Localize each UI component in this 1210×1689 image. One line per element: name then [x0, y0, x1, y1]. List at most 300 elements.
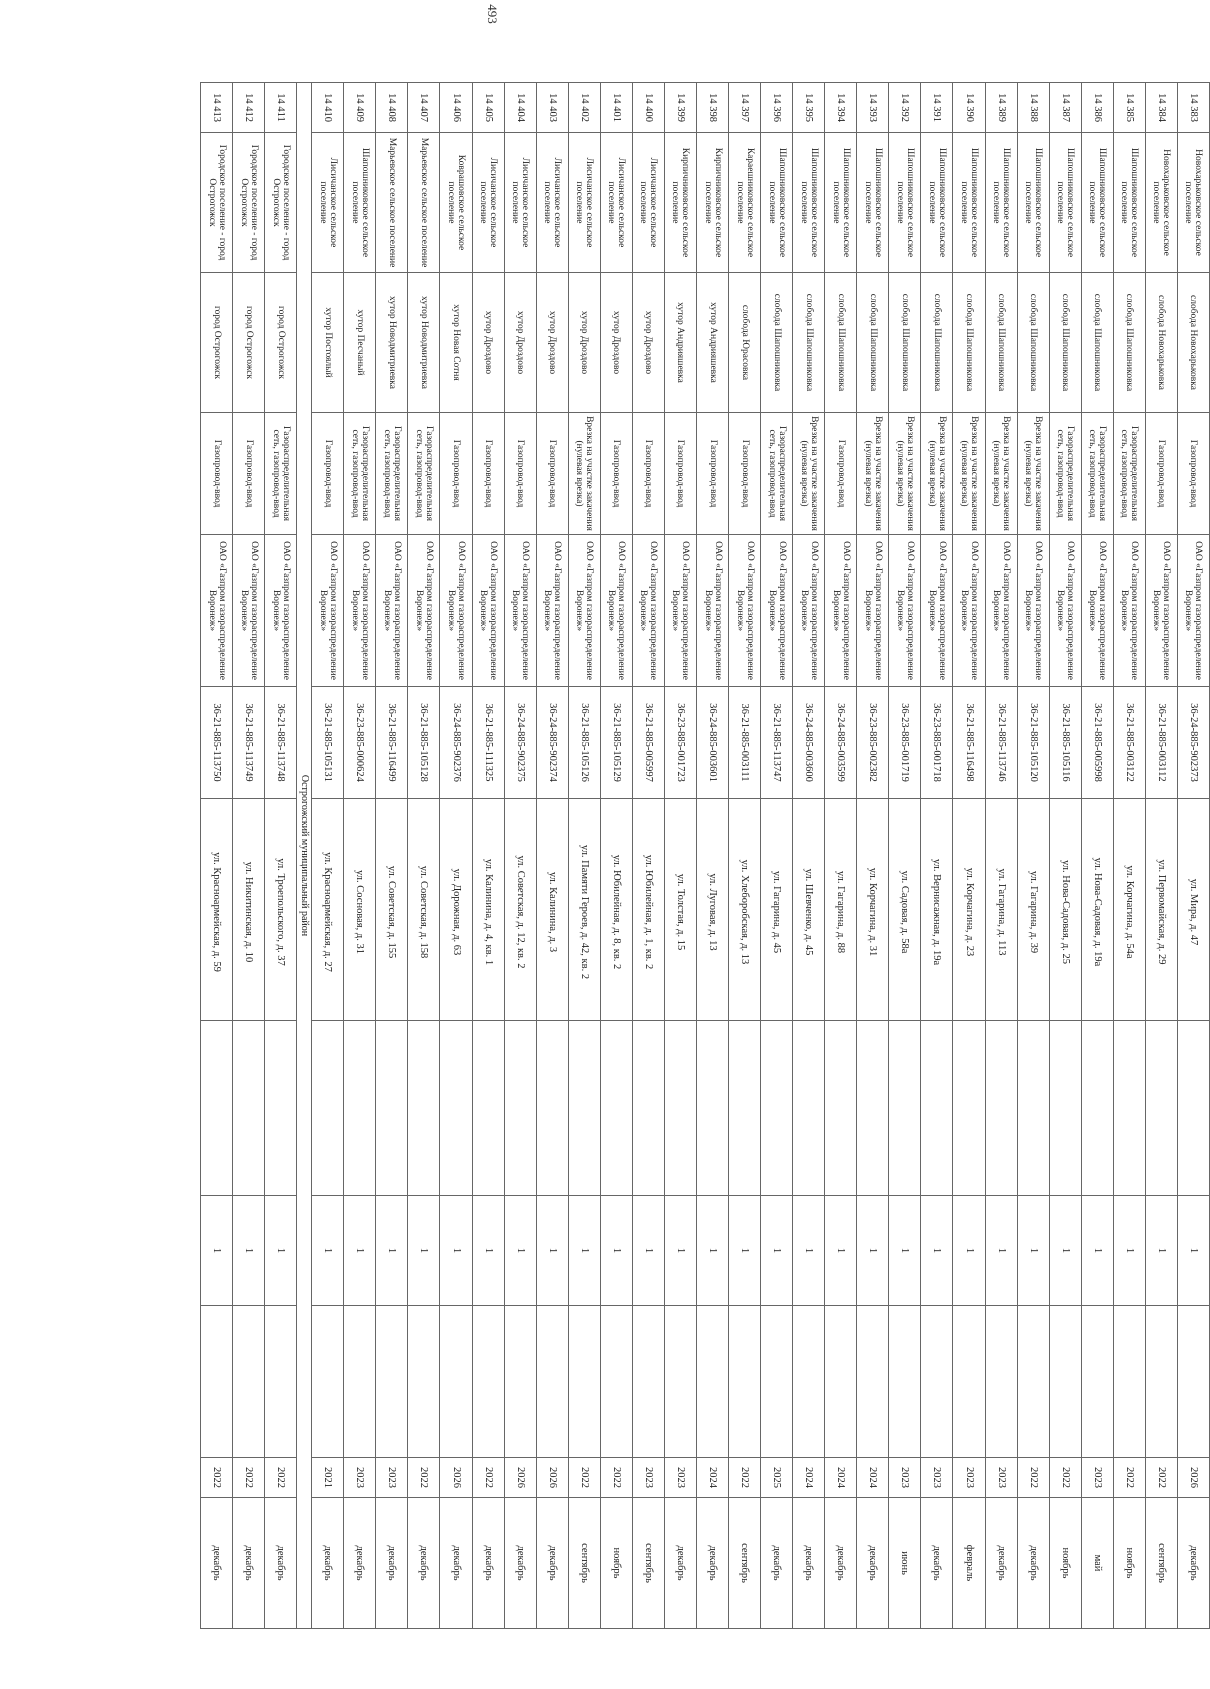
locality-cell: слобода Шапошниковка: [1049, 273, 1081, 413]
year-cell: 2022: [265, 1458, 297, 1498]
count-cell: 1: [793, 1196, 825, 1306]
table-row: [1113, 83, 1145, 1629]
count-cell: 1: [440, 1196, 472, 1306]
code-cell: 36-21-885-105129: [600, 687, 632, 799]
owner-cell: ОАО «Газпром газораспределение Воронеж»: [664, 535, 696, 687]
count-cell: 1: [953, 1196, 985, 1306]
table-row: [344, 83, 376, 1629]
settlement-cell: Караешниковское сельское поселение: [729, 133, 761, 273]
blank-cell: [921, 1306, 953, 1458]
settlement-cell: Шапошниковское сельское поселение: [793, 133, 825, 273]
object-cell: Газораспределительная сеть, газопровод-ввод: [408, 413, 440, 535]
count-cell: 1: [504, 1196, 536, 1306]
count-cell: 1: [825, 1196, 857, 1306]
settlement-cell: Городское поселение - город Острогожск: [201, 133, 233, 273]
blank-cell: [1177, 1306, 1209, 1458]
object-cell: Врезка на участке закачения (нулевая врезка): [1017, 413, 1049, 535]
count-cell: 1: [664, 1196, 696, 1306]
owner-cell: ОАО «Газпром газораспределение Воронеж»: [568, 535, 600, 687]
count-cell: 1: [472, 1196, 504, 1306]
table-row: [761, 83, 793, 1629]
address-cell: ул. Юбилейная, д. 1, кв. 2: [632, 799, 664, 1021]
code-cell: 36-23-885-002382: [857, 687, 889, 799]
month-cell: декабрь: [664, 1498, 696, 1629]
object-cell: Газопровод-ввод: [825, 413, 857, 535]
settlement-cell: Городское поселение - город Острогожск: [233, 133, 265, 273]
blank-cell: [201, 1306, 233, 1458]
address-cell: ул. Юбилейная, д. 8, кв. 2: [600, 799, 632, 1021]
extra-cell: [265, 1021, 297, 1196]
code-cell: 36-21-885-003122: [1113, 687, 1145, 799]
object-cell: Газораспределительная сеть, газопровод-ввод: [761, 413, 793, 535]
table-row: [1145, 83, 1177, 1629]
row-number: 14 383: [1177, 83, 1209, 133]
extra-cell: [376, 1021, 408, 1196]
table-row: [985, 83, 1017, 1629]
owner-cell: ОАО «Газпром газораспределение Воронеж»: [889, 535, 921, 687]
row-number: 14 385: [1113, 83, 1145, 133]
month-cell: декабрь: [985, 1498, 1017, 1629]
blank-cell: [265, 1306, 297, 1458]
address-cell: ул. Советская, д. 158: [408, 799, 440, 1021]
row-number: 14 410: [312, 83, 344, 133]
owner-cell: ОАО «Газпром газораспределение Воронеж»: [921, 535, 953, 687]
address-cell: ул. Первомайская, д. 29: [1145, 799, 1177, 1021]
locality-cell: хутор Андрияшевка: [664, 273, 696, 413]
code-cell: 36-24-885-003599: [825, 687, 857, 799]
settlement-cell: Лисичанское сельское поселение: [536, 133, 568, 273]
address-cell: ул. Гагарина, д. 88: [825, 799, 857, 1021]
code-cell: 36-23-885-001723: [664, 687, 696, 799]
locality-cell: слобода Шапошниковка: [793, 273, 825, 413]
blank-cell: [536, 1306, 568, 1458]
row-number: 14 408: [376, 83, 408, 133]
blank-cell: [376, 1306, 408, 1458]
register-table: [200, 82, 1210, 1629]
owner-cell: ОАО «Газпром газораспределение Воронеж»: [344, 535, 376, 687]
row-number: 14 390: [953, 83, 985, 133]
count-cell: 1: [265, 1196, 297, 1306]
extra-cell: [568, 1021, 600, 1196]
table-row: [408, 83, 440, 1629]
owner-cell: ОАО «Газпром газораспределение Воронеж»: [233, 535, 265, 687]
blank-cell: [664, 1306, 696, 1458]
object-cell: Газопровод-ввод: [600, 413, 632, 535]
settlement-cell: Марьевское сельское поселение: [408, 133, 440, 273]
blank-cell: [857, 1306, 889, 1458]
table-row: [472, 83, 504, 1629]
blank-cell: [793, 1306, 825, 1458]
address-cell: ул. Троепольского, д. 37: [265, 799, 297, 1021]
locality-cell: слобода Новохарьковка: [1177, 273, 1209, 413]
year-cell: 2023: [344, 1458, 376, 1498]
address-cell: ул. Шевченко, д. 45: [793, 799, 825, 1021]
row-number: 14 402: [568, 83, 600, 133]
code-cell: 36-21-885-105116: [1049, 687, 1081, 799]
table-row: [921, 83, 953, 1629]
address-cell: ул. Гагарина, д. 45: [761, 799, 793, 1021]
blank-cell: [632, 1306, 664, 1458]
count-cell: 1: [632, 1196, 664, 1306]
year-cell: 2022: [1017, 1458, 1049, 1498]
settlement-cell: Лисичанское сельское поселение: [504, 133, 536, 273]
extra-cell: [504, 1021, 536, 1196]
year-cell: 2022: [472, 1458, 504, 1498]
row-number: 14 387: [1049, 83, 1081, 133]
blank-cell: [1081, 1306, 1113, 1458]
month-cell: декабрь: [1017, 1498, 1049, 1629]
owner-cell: ОАО «Газпром газораспределение Воронеж»: [600, 535, 632, 687]
table-row: [504, 83, 536, 1629]
month-cell: февраль: [953, 1498, 985, 1629]
settlement-cell: Новохарьковское сельское поселение: [1177, 133, 1209, 273]
count-cell: 1: [1177, 1196, 1209, 1306]
settlement-cell: Шапошниковское сельское поселение: [1081, 133, 1113, 273]
address-cell: ул. Корчагина, д. 31: [857, 799, 889, 1021]
month-cell: сентябрь: [568, 1498, 600, 1629]
month-cell: июнь: [889, 1498, 921, 1629]
table-row: [632, 83, 664, 1629]
year-cell: 2025: [761, 1458, 793, 1498]
extra-cell: [729, 1021, 761, 1196]
section-header: [297, 83, 312, 1629]
year-cell: 2023: [664, 1458, 696, 1498]
settlement-cell: Кирпичниковское сельское поселение: [697, 133, 729, 273]
extra-cell: [1113, 1021, 1145, 1196]
address-cell: ул. Дорожная, д. 63: [440, 799, 472, 1021]
code-cell: 36-21-885-105120: [1017, 687, 1049, 799]
extra-cell: [825, 1021, 857, 1196]
settlement-cell: Городское поселение - город Острогожск: [265, 133, 297, 273]
address-cell: ул. Корчагина, д. 54а: [1113, 799, 1145, 1021]
address-cell: ул. Корчагина, д. 23: [953, 799, 985, 1021]
locality-cell: хутор Дроздово: [504, 273, 536, 413]
address-cell: ул. Памяти Героев, д. 42, кв. 2: [568, 799, 600, 1021]
settlement-cell: Марьевское сельское поселение: [376, 133, 408, 273]
owner-cell: ОАО «Газпром газораспределение Воронеж»: [1081, 535, 1113, 687]
extra-cell: [953, 1021, 985, 1196]
count-cell: 1: [600, 1196, 632, 1306]
blank-cell: [889, 1306, 921, 1458]
table-row: [233, 83, 265, 1629]
table-row: [600, 83, 632, 1629]
year-cell: 2023: [985, 1458, 1017, 1498]
row-number: 14 399: [664, 83, 696, 133]
object-cell: Газораспределительная сеть, газопровод-ввод: [265, 413, 297, 535]
month-cell: декабрь: [472, 1498, 504, 1629]
address-cell: ул. Красноармейская, д. 59: [201, 799, 233, 1021]
table-row: [889, 83, 921, 1629]
address-cell: ул. Советская, д. 12, кв. 2: [504, 799, 536, 1021]
owner-cell: ОАО «Газпром газораспределение Воронеж»: [1017, 535, 1049, 687]
object-cell: Газопровод-ввод: [1177, 413, 1209, 535]
table-row: [953, 83, 985, 1629]
blank-cell: [344, 1306, 376, 1458]
address-cell: ул. Красноармейская, д. 27: [312, 799, 344, 1021]
locality-cell: хутор Песчаный: [344, 273, 376, 413]
object-cell: Газопровод-ввод: [664, 413, 696, 535]
month-cell: декабрь: [921, 1498, 953, 1629]
extra-cell: [536, 1021, 568, 1196]
object-cell: Врезка на участке закачения (нулевая врезка): [857, 413, 889, 535]
extra-cell: [664, 1021, 696, 1196]
count-cell: 1: [344, 1196, 376, 1306]
extra-cell: [857, 1021, 889, 1196]
year-cell: 2026: [440, 1458, 472, 1498]
code-cell: 36-21-885-113749: [233, 687, 265, 799]
table-row: [376, 83, 408, 1629]
section-title: Острогожский муниципальный район: [297, 83, 312, 1629]
row-number: 14 404: [504, 83, 536, 133]
year-cell: 2026: [1177, 1458, 1209, 1498]
year-cell: 2024: [825, 1458, 857, 1498]
blank-cell: [472, 1306, 504, 1458]
row-number: 14 412: [233, 83, 265, 133]
blank-cell: [233, 1306, 265, 1458]
year-cell: 2023: [921, 1458, 953, 1498]
count-cell: 1: [568, 1196, 600, 1306]
code-cell: 36-23-885-001718: [921, 687, 953, 799]
row-number: 14 396: [761, 83, 793, 133]
table-row: [440, 83, 472, 1629]
month-cell: декабрь: [312, 1498, 344, 1629]
table-row: [536, 83, 568, 1629]
table-row: [857, 83, 889, 1629]
object-cell: Газораспределительная сеть, газопровод-ввод: [1049, 413, 1081, 535]
count-cell: 1: [1145, 1196, 1177, 1306]
object-cell: Газопровод-ввод: [472, 413, 504, 535]
year-cell: 2022: [568, 1458, 600, 1498]
settlement-cell: Шапошниковское сельское поселение: [889, 133, 921, 273]
count-cell: 1: [761, 1196, 793, 1306]
owner-cell: ОАО «Газпром газораспределение Воронеж»: [265, 535, 297, 687]
owner-cell: ОАО «Газпром газораспределение Воронеж»: [761, 535, 793, 687]
year-cell: 2023: [632, 1458, 664, 1498]
owner-cell: ОАО «Газпром газораспределение Воронеж»: [408, 535, 440, 687]
settlement-cell: Шапошниковское сельское поселение: [985, 133, 1017, 273]
extra-cell: [472, 1021, 504, 1196]
month-cell: декабрь: [1177, 1498, 1209, 1629]
blank-cell: [312, 1306, 344, 1458]
table-body-after: [201, 83, 297, 1629]
locality-cell: хутор Дроздово: [632, 273, 664, 413]
settlement-cell: Лисичанское сельское поселение: [472, 133, 504, 273]
count-cell: 1: [889, 1196, 921, 1306]
count-cell: 1: [985, 1196, 1017, 1306]
count-cell: 1: [233, 1196, 265, 1306]
month-cell: декабрь: [825, 1498, 857, 1629]
locality-cell: хутор Постоялый: [312, 273, 344, 413]
extra-cell: [632, 1021, 664, 1196]
blank-cell: [440, 1306, 472, 1458]
table-row: [729, 83, 761, 1629]
row-number: 14 398: [697, 83, 729, 133]
year-cell: 2022: [1049, 1458, 1081, 1498]
month-cell: декабрь: [201, 1498, 233, 1629]
month-cell: декабрь: [376, 1498, 408, 1629]
register-sheet: [200, 82, 1210, 1628]
count-cell: 1: [536, 1196, 568, 1306]
locality-cell: слобода Шапошниковка: [857, 273, 889, 413]
extra-cell: [889, 1021, 921, 1196]
code-cell: 36-21-885-111325: [472, 687, 504, 799]
month-cell: декабрь: [440, 1498, 472, 1629]
code-cell: 36-21-885-003112: [1145, 687, 1177, 799]
blank-cell: [985, 1306, 1017, 1458]
owner-cell: ОАО «Газпром газораспределение Воронеж»: [1177, 535, 1209, 687]
year-cell: 2022: [729, 1458, 761, 1498]
year-cell: 2026: [504, 1458, 536, 1498]
page-number: 493: [485, 4, 500, 24]
year-cell: 2024: [857, 1458, 889, 1498]
table-row: [265, 83, 297, 1629]
locality-cell: слобода Шапошниковка: [761, 273, 793, 413]
object-cell: Газопровод-ввод: [440, 413, 472, 535]
blank-cell: [697, 1306, 729, 1458]
table-row: [1049, 83, 1081, 1629]
month-cell: декабрь: [233, 1498, 265, 1629]
locality-cell: слобода Шапошниковка: [1113, 273, 1145, 413]
extra-cell: [201, 1021, 233, 1196]
extra-cell: [233, 1021, 265, 1196]
count-cell: 1: [408, 1196, 440, 1306]
table-row: [793, 83, 825, 1629]
table-row: [1017, 83, 1049, 1629]
row-number: 14 397: [729, 83, 761, 133]
code-cell: 36-23-885-001719: [889, 687, 921, 799]
code-cell: 36-21-885-005997: [632, 687, 664, 799]
month-cell: декабрь: [536, 1498, 568, 1629]
owner-cell: ОАО «Газпром газораспределение Воронеж»: [985, 535, 1017, 687]
locality-cell: слобода Шапошниковка: [1081, 273, 1113, 413]
settlement-cell: Лисичанское сельское поселение: [600, 133, 632, 273]
row-number: 14 391: [921, 83, 953, 133]
code-cell: 36-21-885-003111: [729, 687, 761, 799]
row-number: 14 384: [1145, 83, 1177, 133]
owner-cell: ОАО «Газпром газораспределение Воронеж»: [953, 535, 985, 687]
extra-cell: [1145, 1021, 1177, 1196]
owner-cell: ОАО «Газпром газораспределение Воронеж»: [536, 535, 568, 687]
object-cell: Газопровод-ввод: [233, 413, 265, 535]
year-cell: 2021: [312, 1458, 344, 1498]
row-number: 14 411: [265, 83, 297, 133]
locality-cell: город Острогожск: [265, 273, 297, 413]
object-cell: Врезка на участке закачения (нулевая врезка): [568, 413, 600, 535]
month-cell: ноябрь: [1049, 1498, 1081, 1629]
locality-cell: слобода Шапошниковка: [889, 273, 921, 413]
settlement-cell: Шапошниковское сельское поселение: [344, 133, 376, 273]
month-cell: декабрь: [793, 1498, 825, 1629]
object-cell: Газопровод-ввод: [697, 413, 729, 535]
settlement-cell: Лисичанское сельское поселение: [312, 133, 344, 273]
year-cell: 2023: [1081, 1458, 1113, 1498]
locality-cell: слобода Юрасовка: [729, 273, 761, 413]
code-cell: 36-21-885-116498: [953, 687, 985, 799]
row-number: 14 401: [600, 83, 632, 133]
count-cell: 1: [1017, 1196, 1049, 1306]
blank-cell: [729, 1306, 761, 1458]
count-cell: 1: [729, 1196, 761, 1306]
year-cell: 2022: [600, 1458, 632, 1498]
code-cell: 36-24-885-003601: [697, 687, 729, 799]
address-cell: ул. Никитинская, д. 10: [233, 799, 265, 1021]
address-cell: ул. Хлеборобская, д. 13: [729, 799, 761, 1021]
year-cell: 2023: [953, 1458, 985, 1498]
year-cell: 2022: [408, 1458, 440, 1498]
settlement-cell: Шапошниковское сельское поселение: [857, 133, 889, 273]
extra-cell: [408, 1021, 440, 1196]
code-cell: 36-21-885-105131: [312, 687, 344, 799]
year-cell: 2022: [1113, 1458, 1145, 1498]
row-number: 14 394: [825, 83, 857, 133]
settlement-cell: Шапошниковское сельское поселение: [825, 133, 857, 273]
locality-cell: хутор Дроздово: [536, 273, 568, 413]
address-cell: ул. Сосновая, д. 31: [344, 799, 376, 1021]
extra-cell: [600, 1021, 632, 1196]
locality-cell: хутор Новодмитриевка: [376, 273, 408, 413]
table-row: [1177, 83, 1209, 1629]
row-number: 14 395: [793, 83, 825, 133]
month-cell: декабрь: [408, 1498, 440, 1629]
address-cell: ул. Гагарина, д. 113: [985, 799, 1017, 1021]
address-cell: ул. Толстая, д. 15: [664, 799, 696, 1021]
code-cell: 36-21-885-113747: [761, 687, 793, 799]
row-number: 14 403: [536, 83, 568, 133]
settlement-cell: Шапошниковское сельское поселение: [1113, 133, 1145, 273]
locality-cell: хутор Дроздово: [600, 273, 632, 413]
owner-cell: ОАО «Газпром газораспределение Воронеж»: [793, 535, 825, 687]
month-cell: сентябрь: [729, 1498, 761, 1629]
table-row: [825, 83, 857, 1629]
settlement-cell: Лисичанское сельское поселение: [632, 133, 664, 273]
year-cell: 2023: [376, 1458, 408, 1498]
object-cell: Газопровод-ввод: [312, 413, 344, 535]
object-cell: Врезка на участке закачения (нулевая врезка): [953, 413, 985, 535]
locality-cell: слобода Шапошниковка: [825, 273, 857, 413]
owner-cell: ОАО «Газпром газораспределение Воронеж»: [1145, 535, 1177, 687]
code-cell: 36-21-885-116499: [376, 687, 408, 799]
object-cell: Врезка на участке закачения (нулевая врезка): [793, 413, 825, 535]
code-cell: 36-21-885-113748: [265, 687, 297, 799]
address-cell: ул. Луговая, д. 13: [697, 799, 729, 1021]
address-cell: ул. Мира, д. 47: [1177, 799, 1209, 1021]
table-body: [312, 83, 1210, 1629]
owner-cell: ОАО «Газпром газораспределение Воронеж»: [825, 535, 857, 687]
blank-cell: [1017, 1306, 1049, 1458]
row-number: 14 393: [857, 83, 889, 133]
extra-cell: [1177, 1021, 1209, 1196]
extra-cell: [1017, 1021, 1049, 1196]
row-number: 14 386: [1081, 83, 1113, 133]
locality-cell: хутор Андрияшевка: [697, 273, 729, 413]
extra-cell: [761, 1021, 793, 1196]
address-cell: ул. Советская, д. 155: [376, 799, 408, 1021]
code-cell: 36-21-885-005998: [1081, 687, 1113, 799]
object-cell: Газопровод-ввод: [1145, 413, 1177, 535]
owner-cell: ОАО «Газпром газораспределение Воронеж»: [201, 535, 233, 687]
owner-cell: ОАО «Газпром газораспределение Воронеж»: [376, 535, 408, 687]
owner-cell: ОАО «Газпром газораспределение Воронеж»: [697, 535, 729, 687]
count-cell: 1: [376, 1196, 408, 1306]
settlement-cell: Шапошниковское сельское поселение: [953, 133, 985, 273]
code-cell: 36-24-885-003600: [793, 687, 825, 799]
blank-cell: [568, 1306, 600, 1458]
code-cell: 36-24-885-902376: [440, 687, 472, 799]
locality-cell: хутор Новая Сотня: [440, 273, 472, 413]
extra-cell: [1049, 1021, 1081, 1196]
row-number: 14 405: [472, 83, 504, 133]
month-cell: декабрь: [697, 1498, 729, 1629]
